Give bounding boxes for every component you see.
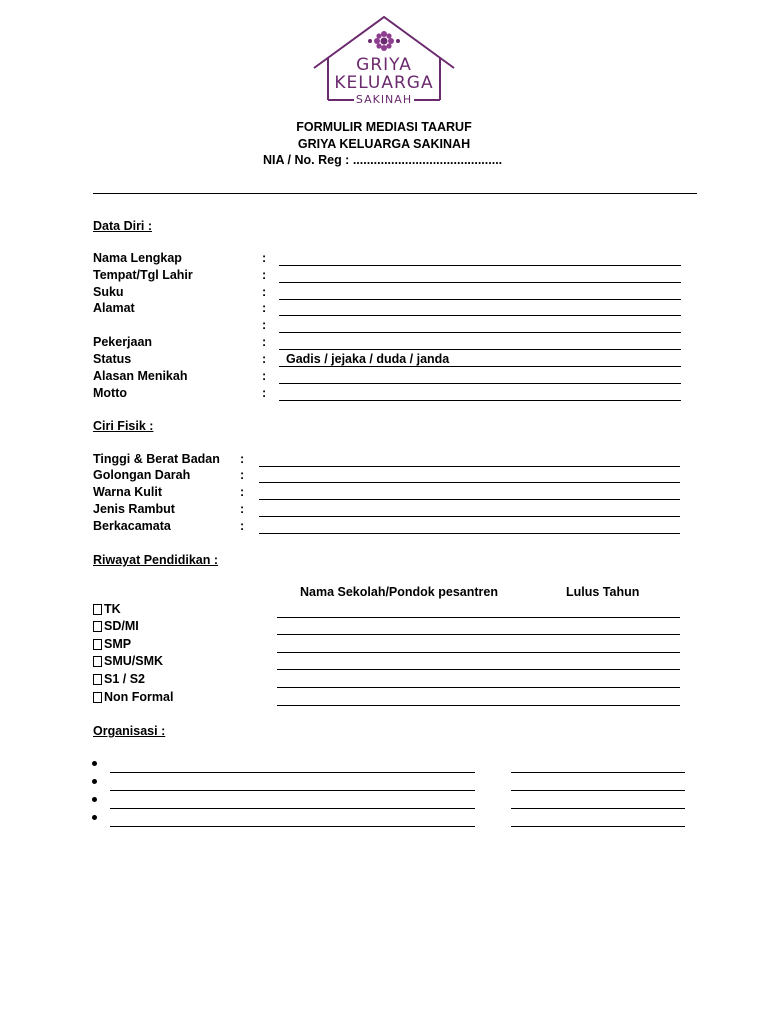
education-input-line[interactable] bbox=[277, 652, 680, 653]
education-level-label: S1 / S2 bbox=[104, 672, 145, 686]
field-input-line[interactable] bbox=[279, 265, 681, 266]
field-label: Tinggi & Berat Badan bbox=[93, 452, 220, 466]
form-title: FORMULIR MEDIASI TAARUF bbox=[296, 120, 472, 134]
field-label: Jenis Rambut bbox=[93, 502, 175, 516]
bullet-icon bbox=[92, 815, 97, 820]
organization-name-line[interactable] bbox=[110, 772, 475, 773]
field-label: Nama Lengkap bbox=[93, 251, 182, 265]
colon: : bbox=[240, 519, 245, 533]
organization-detail-line[interactable] bbox=[511, 772, 685, 773]
field-label: Golongan Darah bbox=[93, 468, 191, 482]
colon: : bbox=[262, 318, 267, 332]
colon: : bbox=[240, 485, 245, 499]
section-heading-ciri-fisik: Ciri Fisik : bbox=[93, 419, 154, 433]
bullet-icon bbox=[92, 779, 97, 784]
organization-detail-line[interactable] bbox=[511, 808, 685, 809]
section-heading-organisasi: Organisasi : bbox=[93, 724, 166, 738]
colon: : bbox=[262, 386, 267, 400]
education-input-line[interactable] bbox=[277, 617, 680, 618]
education-input-line[interactable] bbox=[277, 705, 680, 706]
field-label: Alasan Menikah bbox=[93, 369, 188, 383]
colon: : bbox=[262, 369, 267, 383]
colon: : bbox=[262, 352, 267, 366]
checkbox[interactable] bbox=[93, 692, 102, 703]
logo-line2: KELUARGA bbox=[334, 73, 434, 93]
field-input-line[interactable] bbox=[279, 332, 681, 333]
house-logo-icon bbox=[308, 14, 460, 106]
education-input-line[interactable] bbox=[277, 634, 680, 635]
education-level-label: SD/MI bbox=[104, 619, 139, 633]
organization-name-line[interactable] bbox=[110, 826, 475, 827]
field-label: Warna Kulit bbox=[93, 485, 162, 499]
logo-line3: SAKINAH bbox=[355, 93, 413, 106]
field-input-line[interactable] bbox=[259, 466, 680, 467]
logo bbox=[308, 14, 460, 106]
education-level-label: Non Formal bbox=[104, 690, 174, 704]
nia-registration: NIA / No. Reg : ........................................... bbox=[263, 153, 503, 167]
colon: : bbox=[240, 502, 245, 516]
field-value: Gadis / jejaka / duda / janda bbox=[286, 352, 450, 366]
field-label: Berkacamata bbox=[93, 519, 171, 533]
checkbox[interactable] bbox=[93, 621, 102, 632]
checkbox[interactable] bbox=[93, 639, 102, 650]
column-header-year: Lulus Tahun bbox=[566, 585, 640, 599]
education-input-line[interactable] bbox=[277, 687, 680, 688]
logo-line1: GRIYA bbox=[356, 55, 412, 75]
organization-name-line[interactable] bbox=[110, 790, 475, 791]
checkbox[interactable] bbox=[93, 656, 102, 667]
field-input-line[interactable] bbox=[279, 383, 681, 384]
field-label: Status bbox=[93, 352, 132, 366]
field-label: Motto bbox=[93, 386, 128, 400]
field-input-line[interactable] bbox=[259, 533, 680, 534]
organization-name-line[interactable] bbox=[110, 808, 475, 809]
colon: : bbox=[240, 452, 245, 466]
education-level-label: SMP bbox=[104, 637, 132, 651]
education-level-label: SMU/SMK bbox=[104, 654, 164, 668]
organization-detail-line[interactable] bbox=[511, 790, 685, 791]
field-input-line[interactable] bbox=[279, 315, 681, 316]
field-label: Alamat bbox=[93, 301, 135, 315]
education-level-label: TK bbox=[104, 602, 121, 616]
colon: : bbox=[262, 335, 267, 349]
checkbox[interactable] bbox=[93, 604, 102, 615]
field-input-line[interactable] bbox=[279, 349, 681, 350]
bullet-icon bbox=[92, 761, 97, 766]
field-input-line[interactable] bbox=[279, 282, 681, 283]
colon: : bbox=[262, 268, 267, 282]
section-heading-pendidikan: Riwayat Pendidikan : bbox=[93, 553, 219, 567]
bullet-icon bbox=[92, 797, 97, 802]
column-header-school: Nama Sekolah/Pondok pesantren bbox=[300, 585, 498, 599]
colon: : bbox=[262, 251, 267, 265]
organization-detail-line[interactable] bbox=[511, 826, 685, 827]
section-heading-data-diri: Data Diri : bbox=[93, 219, 153, 233]
field-input-line[interactable] bbox=[279, 299, 681, 300]
colon: : bbox=[240, 468, 245, 482]
colon: : bbox=[262, 301, 267, 315]
header-divider bbox=[93, 193, 697, 194]
flower-icon bbox=[368, 31, 400, 51]
field-label: Pekerjaan bbox=[93, 335, 153, 349]
field-label: Suku bbox=[93, 285, 124, 299]
field-input-line[interactable] bbox=[259, 499, 680, 500]
field-input-line[interactable] bbox=[279, 400, 681, 401]
form-subtitle: GRIYA KELUARGA SAKINAH bbox=[297, 137, 471, 151]
field-input-line[interactable] bbox=[259, 482, 680, 483]
field-input-line[interactable] bbox=[259, 516, 680, 517]
field-label: Tempat/Tgl Lahir bbox=[93, 268, 193, 282]
checkbox[interactable] bbox=[93, 674, 102, 685]
education-input-line[interactable] bbox=[277, 669, 680, 670]
colon: : bbox=[262, 285, 267, 299]
